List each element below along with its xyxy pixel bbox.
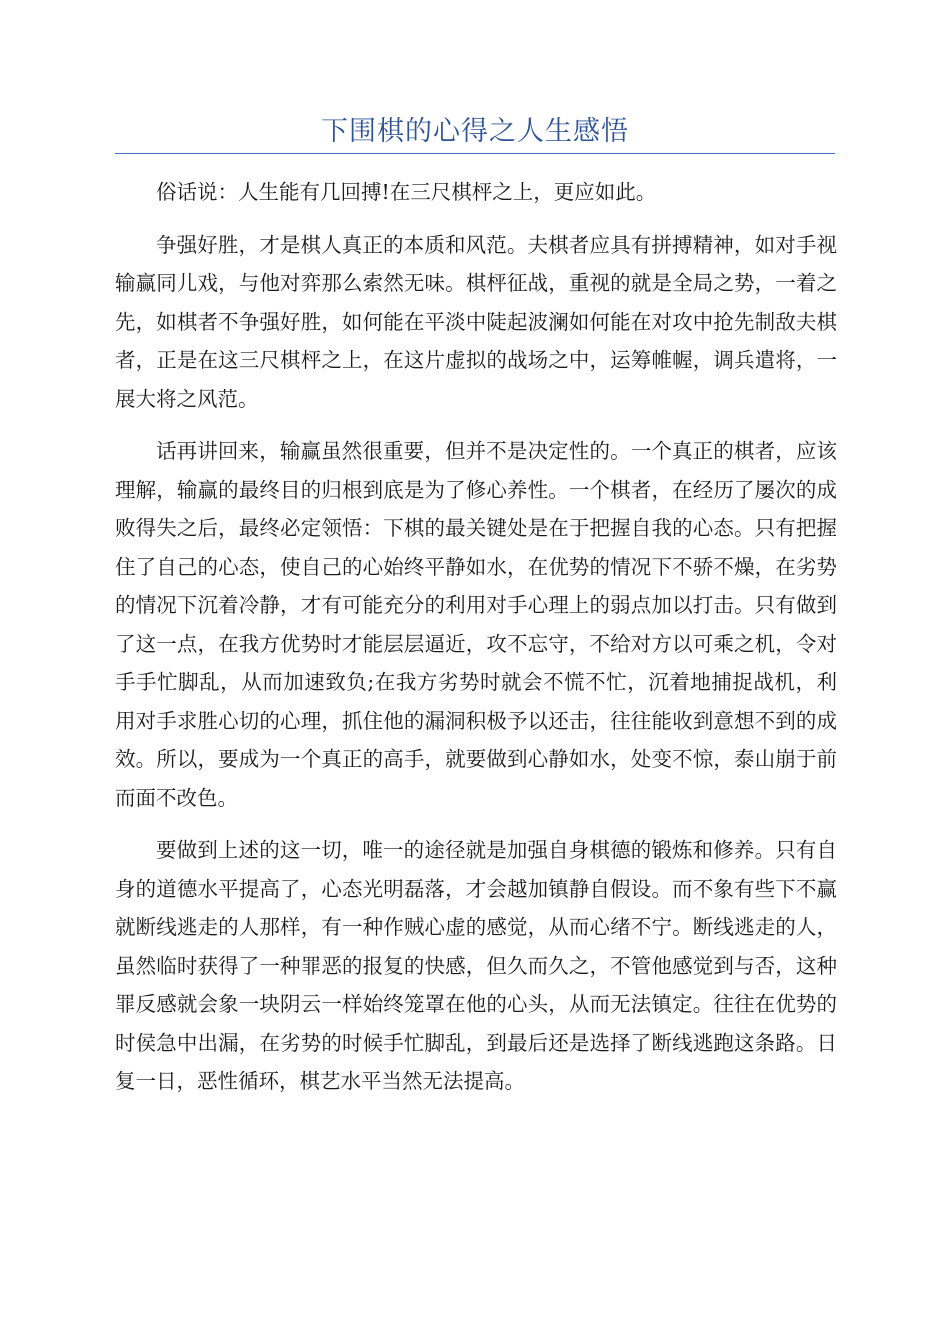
document-body	[115, 173, 837, 1115]
document-title: 下围棋的心得之人生感悟	[321, 116, 629, 147]
paragraph-3: 话再讲回来，输赢虽然很重要，但并不是决定性的。一个真正的棋者，应该理解，输赢的最终目的归根到底是为了修心养性。一个棋者，在经历了屡次的成败得失之后，最终必定领悟：下棋的最关键处是在于把握自我的心态。只有把握住了自己的心态，使自己的心始终平静如水，在优势的情况下不骄不燥，在劣势的情况下沉着冷静，才有可能充分的利用对手心理上的弱点加以打击。只有做到了这一点，在我方优势时才能层层逼近，攻不忘守，不给对方以可乘之机，令对手手忙脚乱，从而加速致负;在我方劣势时就会不慌不忙，沉着地捕捉战机，利用对手求胜心切的心理，抓住他的漏洞积极予以还击，往往能收到意想不到的成效。所以，要成为一个真正的高手，就要做到心静如水，处变不惊，泰山崩于前而面不改色。	[115, 439, 837, 810]
paragraph-1: 俗话说：人生能有几回搏!在三尺棋枰之上，更应如此。	[156, 180, 657, 204]
paragraph-4: 要做到上述的这一切，唯一的途径就是加强自身棋德的锻炼和修养。只有自身的道德水平提高了，心态光明磊落，才会越加镇静自假设。而不象有些下不赢就断线逃走的人那样，有一种作贼心虚的感觉，从而心绪不宁。断线逃走的人，虽然临时获得了一种罪恶的报复的快感，但久而久之，不管他感觉到与否，这种罪反感就会象一块阴云一样始终笼罩在他的心头，从而无法镇定。往往在优势的时侯急中出漏，在劣势的时候手忙脚乱，到最后还是选择了断线逃跑这条路。日复一日，恶性循环，棋艺水平当然无法提高。	[115, 838, 837, 1093]
paragraph-2: 争强好胜，才是棋人真正的本质和风范。夫棋者应具有拼搏精神，如对手视输赢同儿戏，与他对弈那么索然无味。棋枰征战，重视的就是全局之势，一着之先，如棋者不争强好胜，如何能在平淡中陡起波澜如何能在对攻中抢先制敌夫棋者，正是在这三尺棋枰之上，在这片虚拟的战场之中，运筹帷幄，调兵遣将，一展大将之风范。	[115, 232, 837, 411]
title-underline	[115, 153, 835, 154]
